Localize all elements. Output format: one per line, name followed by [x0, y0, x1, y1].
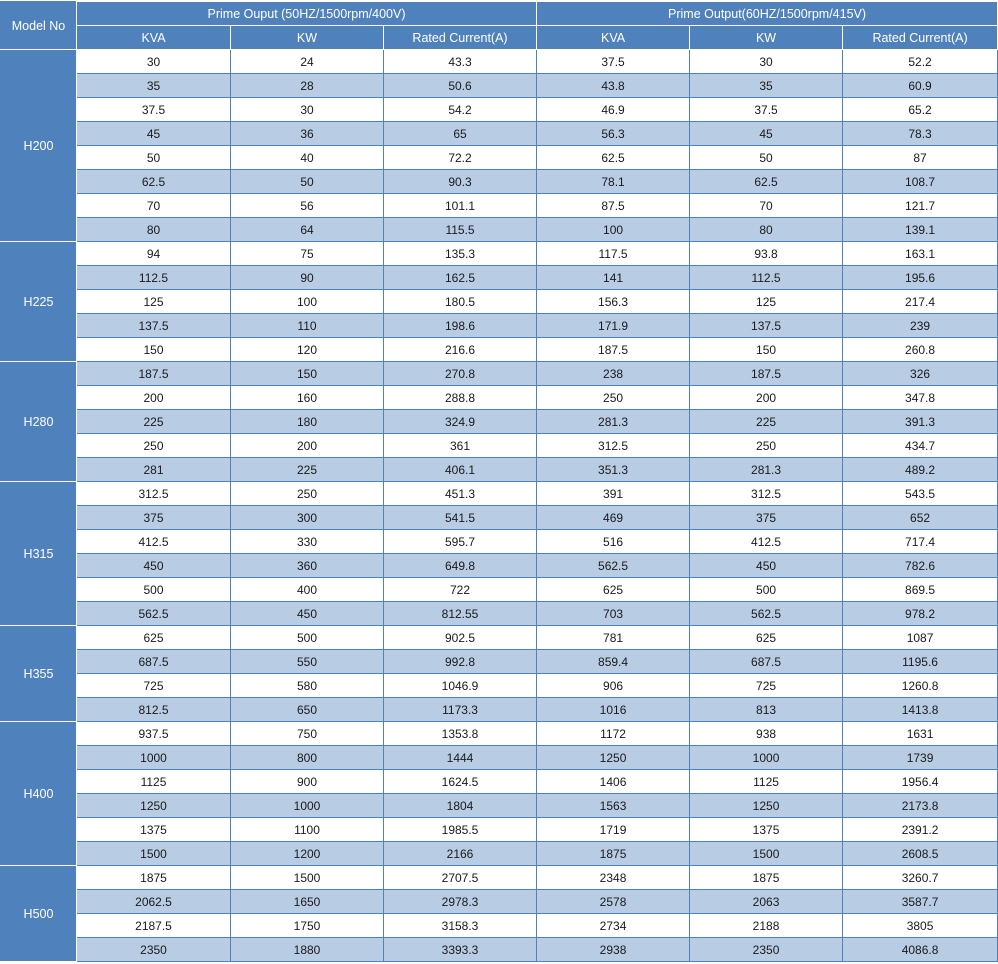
- current-50hz-cell: 2978.3: [384, 890, 537, 914]
- kva-60hz-cell: 100: [537, 218, 690, 242]
- kw-60hz-cell: 112.5: [690, 266, 843, 290]
- kva-60hz-cell: 46.9: [537, 98, 690, 122]
- kw-60hz-cell: 312.5: [690, 482, 843, 506]
- kw-60hz-cell: 225: [690, 410, 843, 434]
- kw-60hz-cell: 281.3: [690, 458, 843, 482]
- table-row: [1, 698, 998, 722]
- kva-60hz-cell: 1250: [537, 746, 690, 770]
- kw-60hz-cell: 35: [690, 74, 843, 98]
- current-60hz-cell: 1631: [843, 722, 998, 746]
- kw-50hz-cell: 1650: [231, 890, 384, 914]
- kw-50hz-cell: 900: [231, 770, 384, 794]
- kw-60hz-cell: 250: [690, 434, 843, 458]
- kva-50hz-cell: 312.5: [77, 482, 231, 506]
- generator-spec-table: [0, 1, 998, 962]
- model-no-header: Model No: [1, 2, 77, 50]
- current-50hz-cell: 902.5: [384, 626, 537, 650]
- kva-50hz-cell: 500: [77, 578, 231, 602]
- kva-50hz-cell: 1000: [77, 746, 231, 770]
- current-60hz-cell: 1413.8: [843, 698, 998, 722]
- kw-60hz-cell: 187.5: [690, 362, 843, 386]
- current-60hz-cell: 2391.2: [843, 818, 998, 842]
- table-body: [1, 50, 998, 962]
- kva-50hz-cell: 375: [77, 506, 231, 530]
- table-row: [1, 314, 998, 338]
- column-header-kva-60hz: KVA: [537, 26, 690, 50]
- current-60hz-cell: 717.4: [843, 530, 998, 554]
- kva-60hz-cell: 703: [537, 602, 690, 626]
- kva-50hz-cell: 2062.5: [77, 890, 231, 914]
- kw-60hz-cell: 1875: [690, 866, 843, 890]
- kw-60hz-cell: 1375: [690, 818, 843, 842]
- kva-50hz-cell: 625: [77, 626, 231, 650]
- kw-60hz-cell: 813: [690, 698, 843, 722]
- kw-50hz-cell: 64: [231, 218, 384, 242]
- kw-60hz-cell: 1500: [690, 842, 843, 866]
- kva-50hz-cell: 1375: [77, 818, 231, 842]
- current-50hz-cell: 101.1: [384, 194, 537, 218]
- kw-50hz-cell: 450: [231, 602, 384, 626]
- kva-50hz-cell: 812.5: [77, 698, 231, 722]
- kw-60hz-cell: 137.5: [690, 314, 843, 338]
- current-50hz-cell: 992.8: [384, 650, 537, 674]
- current-50hz-cell: 72.2: [384, 146, 537, 170]
- current-60hz-cell: 163.1: [843, 242, 998, 266]
- kw-60hz-cell: 375: [690, 506, 843, 530]
- current-60hz-cell: 652: [843, 506, 998, 530]
- kva-60hz-cell: 516: [537, 530, 690, 554]
- current-50hz-cell: 324.9: [384, 410, 537, 434]
- current-60hz-cell: 1739: [843, 746, 998, 770]
- current-50hz-cell: 135.3: [384, 242, 537, 266]
- table-row: [1, 290, 998, 314]
- kw-50hz-cell: 500: [231, 626, 384, 650]
- kva-50hz-cell: 250: [77, 434, 231, 458]
- kw-60hz-cell: 2350: [690, 938, 843, 962]
- kva-50hz-cell: 1875: [77, 866, 231, 890]
- kw-50hz-cell: 56: [231, 194, 384, 218]
- table-row: [1, 458, 998, 482]
- kva-60hz-cell: 562.5: [537, 554, 690, 578]
- kw-60hz-cell: 70: [690, 194, 843, 218]
- kw-50hz-cell: 1100: [231, 818, 384, 842]
- current-60hz-cell: 782.6: [843, 554, 998, 578]
- current-50hz-cell: 2166: [384, 842, 537, 866]
- current-60hz-cell: 1195.6: [843, 650, 998, 674]
- kw-50hz-cell: 24: [231, 50, 384, 74]
- kva-60hz-cell: 171.9: [537, 314, 690, 338]
- current-60hz-cell: 434.7: [843, 434, 998, 458]
- current-60hz-cell: 3805: [843, 914, 998, 938]
- current-60hz-cell: 1956.4: [843, 770, 998, 794]
- current-60hz-cell: 239: [843, 314, 998, 338]
- table-row: [1, 914, 998, 938]
- kw-60hz-cell: 2188: [690, 914, 843, 938]
- kva-60hz-cell: 187.5: [537, 338, 690, 362]
- kw-50hz-cell: 160: [231, 386, 384, 410]
- current-50hz-cell: 54.2: [384, 98, 537, 122]
- current-50hz-cell: 1353.8: [384, 722, 537, 746]
- kw-50hz-cell: 90: [231, 266, 384, 290]
- model-name-cell: H400: [1, 722, 77, 866]
- current-60hz-cell: 2608.5: [843, 842, 998, 866]
- kva-50hz-cell: 1500: [77, 842, 231, 866]
- kva-60hz-cell: 37.5: [537, 50, 690, 74]
- current-60hz-cell: 326: [843, 362, 998, 386]
- current-50hz-cell: 1444: [384, 746, 537, 770]
- kva-50hz-cell: 125: [77, 290, 231, 314]
- kw-60hz-cell: 562.5: [690, 602, 843, 626]
- kva-50hz-cell: 62.5: [77, 170, 231, 194]
- kw-50hz-cell: 250: [231, 482, 384, 506]
- kva-50hz-cell: 225: [77, 410, 231, 434]
- model-name-cell: H280: [1, 362, 77, 482]
- kw-50hz-cell: 36: [231, 122, 384, 146]
- current-50hz-cell: 90.3: [384, 170, 537, 194]
- kva-50hz-cell: 70: [77, 194, 231, 218]
- kva-50hz-cell: 200: [77, 386, 231, 410]
- kva-50hz-cell: 937.5: [77, 722, 231, 746]
- kw-50hz-cell: 30: [231, 98, 384, 122]
- kva-60hz-cell: 238: [537, 362, 690, 386]
- kw-50hz-cell: 650: [231, 698, 384, 722]
- kva-60hz-cell: 906: [537, 674, 690, 698]
- table-row: [1, 866, 998, 890]
- current-50hz-cell: 451.3: [384, 482, 537, 506]
- current-60hz-cell: 978.2: [843, 602, 998, 626]
- kw-50hz-cell: 1000: [231, 794, 384, 818]
- kva-50hz-cell: 1125: [77, 770, 231, 794]
- current-50hz-cell: 595.7: [384, 530, 537, 554]
- kva-50hz-cell: 150: [77, 338, 231, 362]
- kva-50hz-cell: 94: [77, 242, 231, 266]
- current-60hz-cell: 347.8: [843, 386, 998, 410]
- table-row: [1, 482, 998, 506]
- kw-60hz-cell: 687.5: [690, 650, 843, 674]
- current-60hz-cell: 2173.8: [843, 794, 998, 818]
- current-60hz-cell: 1087: [843, 626, 998, 650]
- kw-60hz-cell: 45: [690, 122, 843, 146]
- column-header-current-50hz: Rated Current(A): [384, 26, 537, 50]
- table-row: [1, 122, 998, 146]
- kw-60hz-cell: 200: [690, 386, 843, 410]
- current-50hz-cell: 43.3: [384, 50, 537, 74]
- kw-60hz-cell: 450: [690, 554, 843, 578]
- column-header-current-60hz: Rated Current(A): [843, 26, 998, 50]
- current-50hz-cell: 115.5: [384, 218, 537, 242]
- kva-60hz-cell: 2734: [537, 914, 690, 938]
- current-60hz-cell: 121.7: [843, 194, 998, 218]
- kw-60hz-cell: 150: [690, 338, 843, 362]
- kva-50hz-cell: 2187.5: [77, 914, 231, 938]
- table-row: [1, 842, 998, 866]
- kva-50hz-cell: 112.5: [77, 266, 231, 290]
- current-50hz-cell: 2707.5: [384, 866, 537, 890]
- kw-50hz-cell: 28: [231, 74, 384, 98]
- current-50hz-cell: 3393.3: [384, 938, 537, 962]
- current-50hz-cell: 406.1: [384, 458, 537, 482]
- kva-60hz-cell: 117.5: [537, 242, 690, 266]
- current-60hz-cell: 65.2: [843, 98, 998, 122]
- kva-60hz-cell: 43.8: [537, 74, 690, 98]
- table-row: [1, 98, 998, 122]
- current-60hz-cell: 87: [843, 146, 998, 170]
- kw-50hz-cell: 1880: [231, 938, 384, 962]
- kw-50hz-cell: 50: [231, 170, 384, 194]
- table-row: [1, 50, 998, 74]
- kw-60hz-cell: 938: [690, 722, 843, 746]
- kva-50hz-cell: 1250: [77, 794, 231, 818]
- kw-60hz-cell: 125: [690, 290, 843, 314]
- table-row: [1, 146, 998, 170]
- table-row: [1, 266, 998, 290]
- table-row: [1, 242, 998, 266]
- kva-50hz-cell: 50: [77, 146, 231, 170]
- kw-60hz-cell: 500: [690, 578, 843, 602]
- kw-50hz-cell: 225: [231, 458, 384, 482]
- kva-50hz-cell: 30: [77, 50, 231, 74]
- table-row: [1, 170, 998, 194]
- kw-50hz-cell: 550: [231, 650, 384, 674]
- table-row: [1, 938, 998, 962]
- kva-60hz-cell: 859.4: [537, 650, 690, 674]
- kw-50hz-cell: 75: [231, 242, 384, 266]
- kva-60hz-cell: 250: [537, 386, 690, 410]
- table-row: [1, 434, 998, 458]
- column-header-kw-50hz: KW: [231, 26, 384, 50]
- model-name-cell: H500: [1, 866, 77, 962]
- kw-50hz-cell: 300: [231, 506, 384, 530]
- current-60hz-cell: 391.3: [843, 410, 998, 434]
- kva-60hz-cell: 469: [537, 506, 690, 530]
- kva-50hz-cell: 187.5: [77, 362, 231, 386]
- kw-60hz-cell: 725: [690, 674, 843, 698]
- kva-50hz-cell: 2350: [77, 938, 231, 962]
- kva-50hz-cell: 412.5: [77, 530, 231, 554]
- table-row: [1, 626, 998, 650]
- kw-50hz-cell: 1200: [231, 842, 384, 866]
- current-50hz-cell: 541.5: [384, 506, 537, 530]
- kva-60hz-cell: 781: [537, 626, 690, 650]
- current-60hz-cell: 543.5: [843, 482, 998, 506]
- kva-60hz-cell: 62.5: [537, 146, 690, 170]
- column-header-kw-60hz: KW: [690, 26, 843, 50]
- kva-60hz-cell: 1172: [537, 722, 690, 746]
- kw-50hz-cell: 360: [231, 554, 384, 578]
- table-row: [1, 746, 998, 770]
- kw-50hz-cell: 120: [231, 338, 384, 362]
- table-row: [1, 602, 998, 626]
- current-60hz-cell: 869.5: [843, 578, 998, 602]
- current-50hz-cell: 812.55: [384, 602, 537, 626]
- current-50hz-cell: 722: [384, 578, 537, 602]
- kva-60hz-cell: 351.3: [537, 458, 690, 482]
- group-header-60hz: Prime Output(60HZ/1500rpm/415V): [537, 2, 998, 26]
- table-row: [1, 722, 998, 746]
- kva-60hz-cell: 78.1: [537, 170, 690, 194]
- kw-50hz-cell: 40: [231, 146, 384, 170]
- kw-60hz-cell: 50: [690, 146, 843, 170]
- kw-60hz-cell: 62.5: [690, 170, 843, 194]
- kw-50hz-cell: 400: [231, 578, 384, 602]
- current-50hz-cell: 65: [384, 122, 537, 146]
- kw-50hz-cell: 200: [231, 434, 384, 458]
- current-50hz-cell: 180.5: [384, 290, 537, 314]
- model-name-cell: H200: [1, 50, 77, 242]
- model-name-cell: H225: [1, 242, 77, 362]
- kw-50hz-cell: 1750: [231, 914, 384, 938]
- table-row: [1, 818, 998, 842]
- kw-60hz-cell: 93.8: [690, 242, 843, 266]
- kw-60hz-cell: 1250: [690, 794, 843, 818]
- kw-60hz-cell: 625: [690, 626, 843, 650]
- kw-50hz-cell: 580: [231, 674, 384, 698]
- table-row: [1, 578, 998, 602]
- kva-50hz-cell: 562.5: [77, 602, 231, 626]
- table-row: [1, 218, 998, 242]
- kw-50hz-cell: 150: [231, 362, 384, 386]
- table-header: [1, 2, 998, 50]
- current-50hz-cell: 3158.3: [384, 914, 537, 938]
- kva-60hz-cell: 2578: [537, 890, 690, 914]
- table-row: [1, 410, 998, 434]
- current-60hz-cell: 139.1: [843, 218, 998, 242]
- kva-60hz-cell: 156.3: [537, 290, 690, 314]
- kw-50hz-cell: 800: [231, 746, 384, 770]
- kva-60hz-cell: 56.3: [537, 122, 690, 146]
- current-50hz-cell: 198.6: [384, 314, 537, 338]
- current-50hz-cell: 1173.3: [384, 698, 537, 722]
- current-50hz-cell: 361: [384, 434, 537, 458]
- current-50hz-cell: 288.8: [384, 386, 537, 410]
- kva-60hz-cell: 2348: [537, 866, 690, 890]
- table-row: [1, 794, 998, 818]
- kw-50hz-cell: 1500: [231, 866, 384, 890]
- kva-60hz-cell: 1719: [537, 818, 690, 842]
- kva-60hz-cell: 1406: [537, 770, 690, 794]
- table-row: [1, 194, 998, 218]
- kva-50hz-cell: 450: [77, 554, 231, 578]
- kva-60hz-cell: 1016: [537, 698, 690, 722]
- kva-60hz-cell: 281.3: [537, 410, 690, 434]
- kva-60hz-cell: 2938: [537, 938, 690, 962]
- current-50hz-cell: 1624.5: [384, 770, 537, 794]
- table-row: [1, 674, 998, 698]
- kva-50hz-cell: 45: [77, 122, 231, 146]
- kw-50hz-cell: 750: [231, 722, 384, 746]
- current-60hz-cell: 3260.7: [843, 866, 998, 890]
- table-row: [1, 362, 998, 386]
- kw-60hz-cell: 80: [690, 218, 843, 242]
- current-50hz-cell: 270.8: [384, 362, 537, 386]
- kva-60hz-cell: 1563: [537, 794, 690, 818]
- kva-60hz-cell: 312.5: [537, 434, 690, 458]
- table-row: [1, 506, 998, 530]
- kw-60hz-cell: 1125: [690, 770, 843, 794]
- model-name-cell: H315: [1, 482, 77, 626]
- kva-60hz-cell: 87.5: [537, 194, 690, 218]
- kw-50hz-cell: 110: [231, 314, 384, 338]
- current-50hz-cell: 649.8: [384, 554, 537, 578]
- current-60hz-cell: 489.2: [843, 458, 998, 482]
- kw-50hz-cell: 100: [231, 290, 384, 314]
- current-60hz-cell: 260.8: [843, 338, 998, 362]
- kva-50hz-cell: 80: [77, 218, 231, 242]
- kva-60hz-cell: 625: [537, 578, 690, 602]
- current-60hz-cell: 3587.7: [843, 890, 998, 914]
- kw-60hz-cell: 2063: [690, 890, 843, 914]
- table-row: [1, 650, 998, 674]
- current-60hz-cell: 78.3: [843, 122, 998, 146]
- current-50hz-cell: 1804: [384, 794, 537, 818]
- current-60hz-cell: 4086.8: [843, 938, 998, 962]
- current-50hz-cell: 216.6: [384, 338, 537, 362]
- table-row: [1, 770, 998, 794]
- kva-50hz-cell: 687.5: [77, 650, 231, 674]
- current-60hz-cell: 60.9: [843, 74, 998, 98]
- table-row: [1, 74, 998, 98]
- table-row: [1, 554, 998, 578]
- kva-50hz-cell: 137.5: [77, 314, 231, 338]
- kw-50hz-cell: 330: [231, 530, 384, 554]
- current-60hz-cell: 108.7: [843, 170, 998, 194]
- kw-60hz-cell: 1000: [690, 746, 843, 770]
- kva-50hz-cell: 35: [77, 74, 231, 98]
- table-row: [1, 338, 998, 362]
- kva-60hz-cell: 391: [537, 482, 690, 506]
- current-50hz-cell: 1985.5: [384, 818, 537, 842]
- kw-60hz-cell: 30: [690, 50, 843, 74]
- kw-60hz-cell: 37.5: [690, 98, 843, 122]
- current-50hz-cell: 162.5: [384, 266, 537, 290]
- group-header-50hz: Prime Ouput (50HZ/1500rpm/400V): [77, 2, 537, 26]
- kva-60hz-cell: 1875: [537, 842, 690, 866]
- table-row: [1, 890, 998, 914]
- kva-60hz-cell: 141: [537, 266, 690, 290]
- kva-50hz-cell: 281: [77, 458, 231, 482]
- current-60hz-cell: 1260.8: [843, 674, 998, 698]
- column-header-kva-50hz: KVA: [77, 26, 231, 50]
- table-row: [1, 530, 998, 554]
- current-60hz-cell: 195.6: [843, 266, 998, 290]
- model-name-cell: H355: [1, 626, 77, 722]
- kw-50hz-cell: 180: [231, 410, 384, 434]
- current-50hz-cell: 50.6: [384, 74, 537, 98]
- current-60hz-cell: 217.4: [843, 290, 998, 314]
- kw-60hz-cell: 412.5: [690, 530, 843, 554]
- current-50hz-cell: 1046.9: [384, 674, 537, 698]
- kva-50hz-cell: 37.5: [77, 98, 231, 122]
- kva-50hz-cell: 725: [77, 674, 231, 698]
- current-60hz-cell: 52.2: [843, 50, 998, 74]
- table-row: [1, 386, 998, 410]
